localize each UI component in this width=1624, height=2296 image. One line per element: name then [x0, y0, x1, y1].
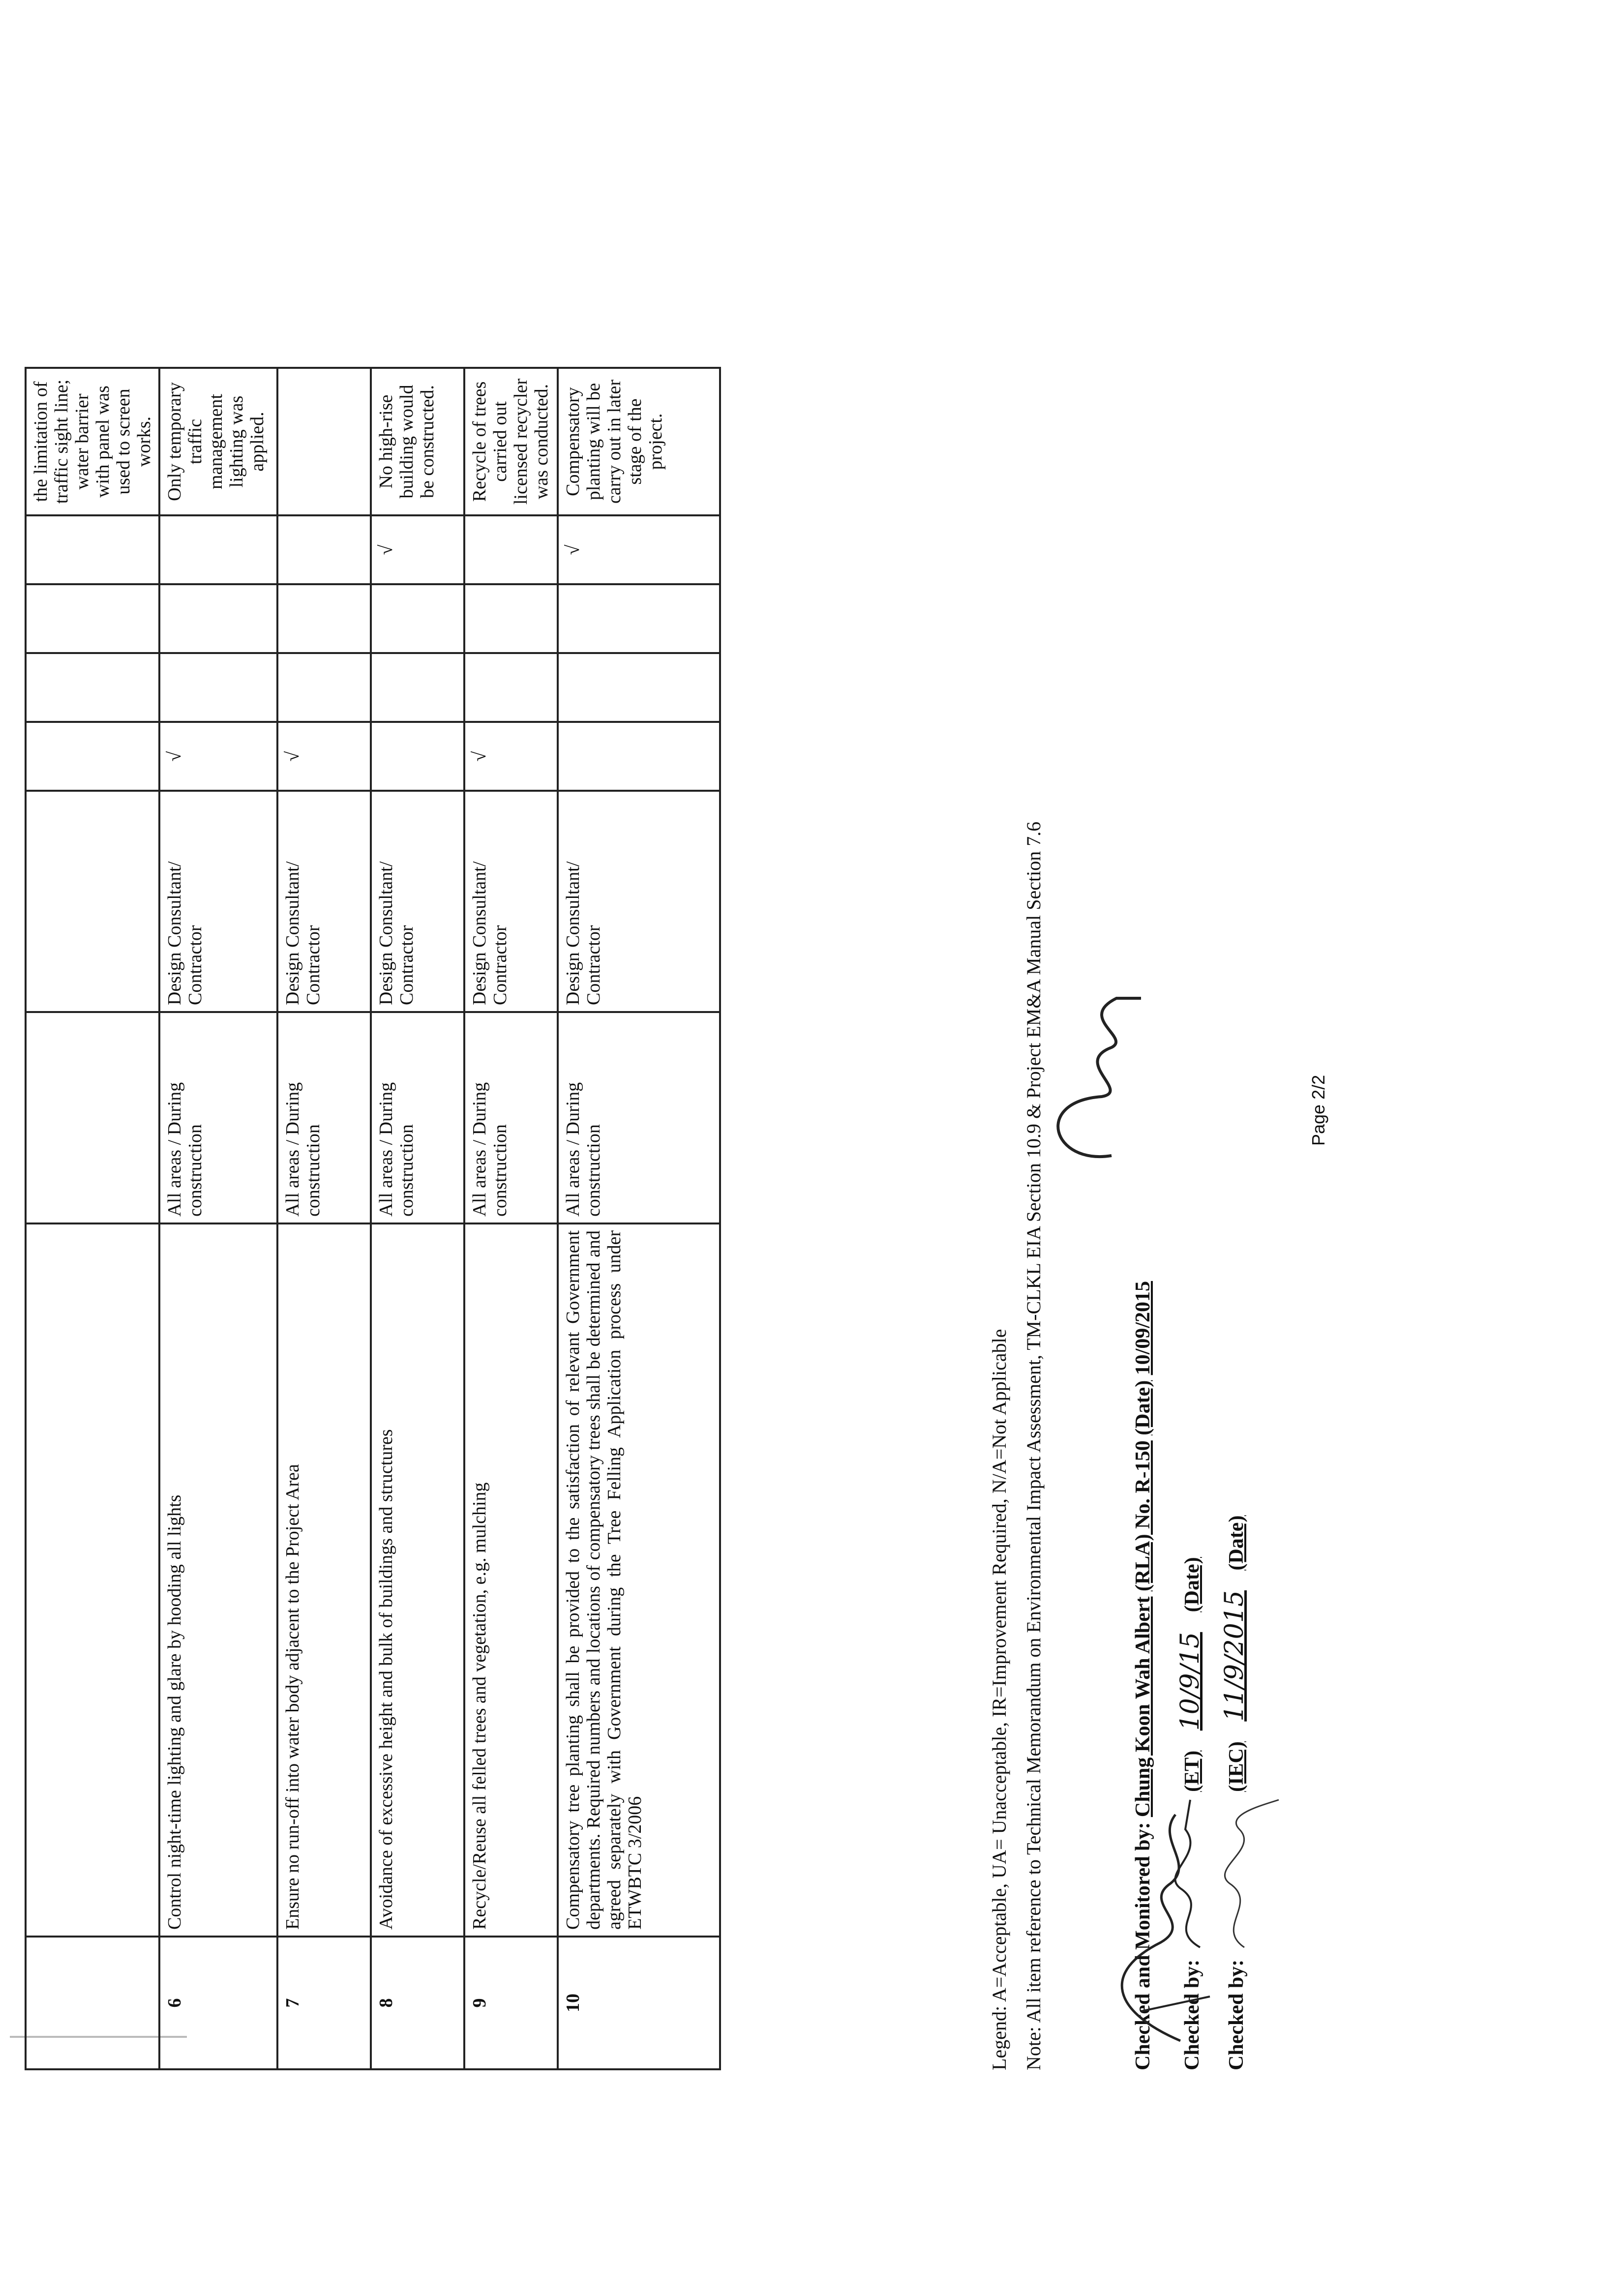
- item-remark: the limitation of traffic sight line; water barrier with panel was used to screen works.: [26, 368, 159, 515]
- item-location: [26, 1012, 159, 1223]
- status-check-cell: [159, 653, 277, 722]
- status-check-cell: [26, 515, 159, 584]
- checked-iec-label: Checked by:: [1225, 1959, 1248, 2070]
- item-agent: [26, 791, 159, 1012]
- status-check-cell: [159, 584, 277, 653]
- item-description: Ensure no run-off into water body adjacent to the Project Area: [277, 1223, 371, 1937]
- status-check-cell: [558, 722, 720, 791]
- checked-et-role: (ET): [1181, 1750, 1203, 1792]
- checklist-table: [25, 367, 721, 2070]
- item-remark: Only temporary traffic management lighting was applied.: [159, 368, 277, 515]
- item-agent: Design Consultant/ Contractor: [558, 791, 720, 1012]
- status-check-cell: [26, 722, 159, 791]
- status-check-cell: [277, 515, 371, 584]
- table-row: [159, 368, 277, 2069]
- handwritten-signature-rla: [1013, 969, 1161, 1175]
- item-remark: Compensatory planting will be carry out in later stage of the project.: [558, 368, 720, 515]
- item-number: 9: [464, 1937, 558, 2069]
- note-text: Note: All item reference to Technical Memorandum on Environmental Impact Assessment, TM-CLKL EIA Section 10.9 & Project EM&A Manual Section 7.6: [1023, 821, 1045, 2070]
- item-description: Control night-time lighting and glare by hooding all lights: [159, 1223, 277, 1937]
- item-description: Compensatory tree planting shall be provided to the satisfaction of relevant Government departments. Required numbers and locations of compensatory trees shall be determined and agreed separately with Government during the Tree Felling Application process under ETWBTC 3/2006: [558, 1223, 720, 1937]
- item-location: All areas / During construction: [558, 1012, 720, 1223]
- item-number: [26, 1937, 159, 2069]
- item-number: 7: [277, 1937, 371, 2069]
- checked-monitored-label: Checked and Monitored by:: [1132, 1822, 1154, 2070]
- item-description: Avoidance of excessive height and bulk of buildings and structures: [371, 1223, 464, 1937]
- table-row: [371, 368, 464, 2069]
- table-row: [464, 368, 558, 2069]
- status-check-cell: [464, 653, 558, 722]
- status-check-cell: [26, 653, 159, 722]
- table-row: [277, 368, 371, 2069]
- status-check-cell: [26, 584, 159, 653]
- status-check-cell: [277, 584, 371, 653]
- checked-et-label: Checked by:: [1181, 1959, 1203, 2070]
- page-number: Page 2/2: [1308, 1074, 1328, 1146]
- status-check-cell: [371, 722, 464, 791]
- checker-name: Chung Koon Wah Albert: [1132, 1596, 1154, 1818]
- table-row: [558, 368, 720, 2069]
- table-row: [26, 368, 159, 2069]
- checked-et-hand-date: 10/9/15: [1175, 1632, 1205, 1731]
- item-number: 6: [159, 1937, 277, 2069]
- item-agent: Design Consultant/ Contractor: [159, 791, 277, 1012]
- item-number: 8: [371, 1937, 464, 2069]
- item-agent: Design Consultant/ Contractor: [371, 791, 464, 1012]
- handwritten-signature-iec: [1205, 1790, 1284, 1957]
- item-number: 10: [558, 1937, 720, 2069]
- checker-date: 10/09/2015: [1132, 1281, 1154, 1375]
- status-check-cell: [371, 584, 464, 653]
- item-location: All areas / During construction: [277, 1012, 371, 1223]
- checked-iec-role: (IEC): [1225, 1741, 1248, 1792]
- item-remark: [277, 368, 371, 515]
- status-check-cell: [558, 584, 720, 653]
- status-check-cell: √: [464, 722, 558, 791]
- rotated-content: [25, 369, 1249, 2070]
- checker-date-label: (Date): [1132, 1380, 1154, 1435]
- legend-text: Legend: A=Acceptable, UA= Unacceptable, IR=Improvement Required, N/A=Not Applicable: [988, 1329, 1010, 2070]
- status-check-cell: [277, 653, 371, 722]
- item-agent: Design Consultant/ Contractor: [277, 791, 371, 1012]
- checked-iec-date-label: (Date): [1225, 1515, 1248, 1571]
- item-location: All areas / During construction: [159, 1012, 277, 1223]
- item-description: Recycle/Reuse all felled trees and vegetation, e.g. mulching: [464, 1223, 558, 1937]
- checker-role: (RLA) No. R-150: [1132, 1440, 1154, 1592]
- checked-et-date-label: (Date): [1181, 1557, 1203, 1612]
- status-check-cell: √: [371, 515, 464, 584]
- item-location: All areas / During construction: [371, 1012, 464, 1223]
- status-check-cell: √: [558, 515, 720, 584]
- checked-iec-hand-date: 11/9/2015: [1220, 1590, 1249, 1722]
- item-location: All areas / During construction: [464, 1012, 558, 1223]
- status-check-cell: [371, 653, 464, 722]
- status-check-cell: √: [277, 722, 371, 791]
- status-check-cell: [464, 584, 558, 653]
- status-check-cell: [159, 515, 277, 584]
- status-check-cell: [558, 653, 720, 722]
- item-remark: Recycle of trees carried out licensed recycler was conducted.: [464, 368, 558, 515]
- status-check-cell: [464, 515, 558, 584]
- item-remark: No high-rise building would be constructed.: [371, 368, 464, 515]
- status-check-cell: √: [159, 722, 277, 791]
- item-agent: Design Consultant/ Contractor: [464, 791, 558, 1012]
- item-description: [26, 1223, 159, 1937]
